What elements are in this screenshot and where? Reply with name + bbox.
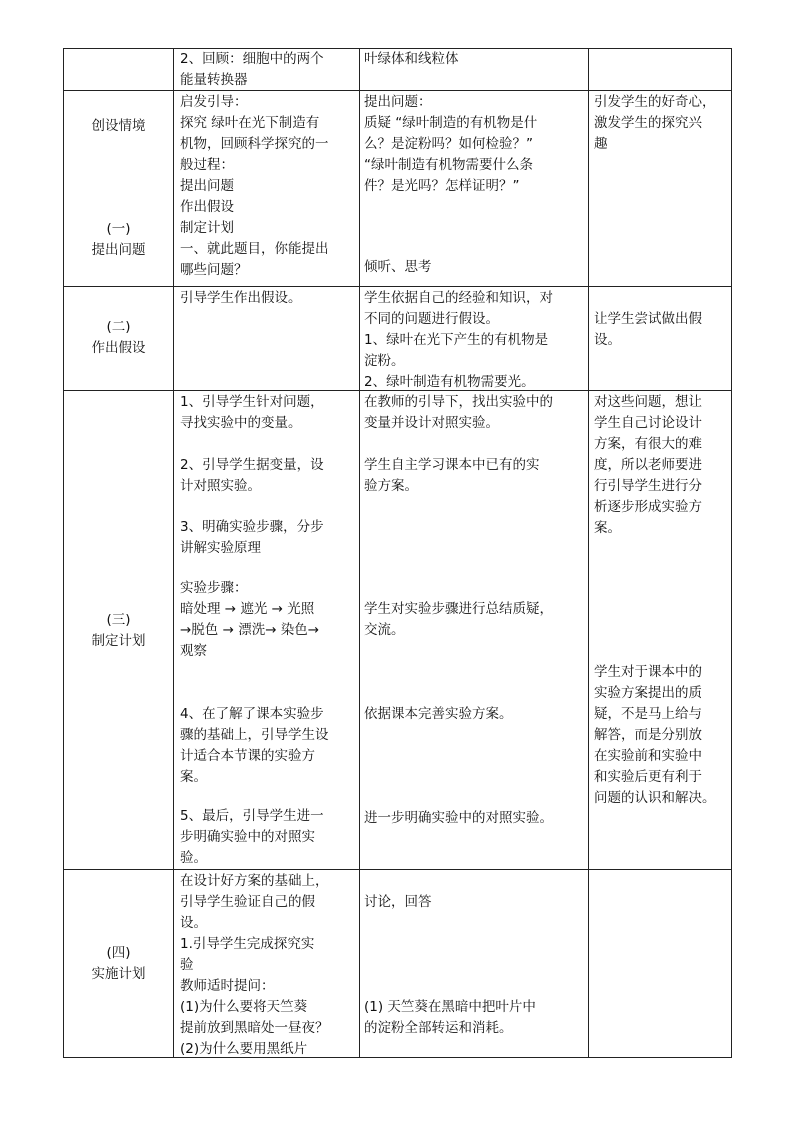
cell-text-line: 不同的问题进行假设。 <box>364 311 499 327</box>
column-divider <box>588 48 589 1058</box>
stage-label: 创设情境 <box>91 118 146 134</box>
cell-text-line: 提前放到黑暗处一昼夜？ <box>180 1020 329 1036</box>
table-border-right <box>731 48 732 1058</box>
student-activity-cell <box>364 455 586 497</box>
cell-text-line: “绿叶制造有机物需要什么条 <box>364 157 533 173</box>
table-border-left <box>63 48 64 1058</box>
cell-text-line: 学生对实验步骤进行总结质疑， <box>364 601 553 617</box>
student-activity-cell <box>364 257 586 278</box>
cell-text-line: 讲解实验原理 <box>180 540 261 556</box>
cell-text-line: 依据课本完善实验方案。 <box>364 706 513 722</box>
cell-text-line: 激发学生的探究兴 <box>594 115 702 131</box>
cell-text-line: 步明确实验中的对照实 <box>180 829 315 845</box>
stage-label: 提出问题 <box>91 242 146 258</box>
stage-cell <box>64 610 173 652</box>
cell-text-line: →脱色 → 漂洗→ 染色→ <box>180 622 320 638</box>
cell-text-line: 案。 <box>180 769 207 785</box>
cell-text-line: 引导学生作出假设。 <box>180 290 302 306</box>
cell-text-line: 般过程： <box>180 157 234 173</box>
cell-text-line: 制定计划 <box>180 220 234 236</box>
cell-text-line: 趣 <box>594 136 608 152</box>
cell-text-line: 验。 <box>180 850 207 866</box>
cell-text-line: 1、引导学生针对问题， <box>180 394 324 410</box>
cell-text-line: 让学生尝试做出假 <box>594 311 702 327</box>
design-intent-cell <box>594 92 730 155</box>
cell-text-line: 启发引导： <box>180 94 248 110</box>
stage-number: (三) <box>106 612 131 628</box>
cell-text-line: 哪些问题？ <box>180 262 248 278</box>
table-border-bottom <box>63 1057 732 1058</box>
cell-text-line: 淀粉。 <box>364 353 405 369</box>
cell-text-line: 提出问题： <box>364 94 432 110</box>
cell-text-line: 倾听、思考 <box>364 259 432 275</box>
cell-text-line: (2)为什么要用黑纸片 <box>180 1041 308 1057</box>
cell-text-line: 解答，而是分别放 <box>594 727 702 743</box>
teacher-activity-cell <box>180 517 356 559</box>
student-activity-cell <box>364 808 586 829</box>
cell-text-line: 探究 绿叶在光下制造有 <box>180 115 320 131</box>
column-divider <box>173 48 174 1058</box>
cell-text-line: 件？是光吗？怎样证明？” <box>364 178 520 194</box>
cell-text-line: 的淀粉全部转运和消耗。 <box>364 1020 513 1036</box>
cell-text-line: 引发学生的好奇心， <box>594 94 716 110</box>
teacher-activity-cell <box>180 704 356 788</box>
cell-text-line: (1) 天竺葵在黑暗中把叶片中 <box>364 999 536 1015</box>
cell-text-line: 方案，有很大的难 <box>594 436 702 452</box>
teacher-activity-cell <box>180 871 356 1060</box>
cell-text-line: 学生自主学习课本中已有的实 <box>364 457 540 473</box>
stage-number: (一) <box>106 221 131 237</box>
teacher-activity-cell <box>180 578 356 662</box>
cell-text-line: 度，所以老师要进 <box>594 457 702 473</box>
stage-label: 作出假设 <box>91 340 146 356</box>
design-intent-cell <box>594 392 730 539</box>
cell-text-line: 一、就此题目，你能提出 <box>180 241 329 257</box>
row-divider <box>63 286 732 287</box>
stage-cell <box>64 219 173 261</box>
student-activity-cell <box>364 704 586 725</box>
cell-text-line: (1)为什么要将天竺葵 <box>180 999 308 1015</box>
cell-text-line: 5、最后，引导学生进一 <box>180 808 324 824</box>
cell-text-line: 骤的基础上，引导学生设 <box>180 727 329 743</box>
stage-cell <box>64 943 173 985</box>
cell-text-line: 计对照实验。 <box>180 478 261 494</box>
teacher-activity-cell <box>180 392 356 434</box>
cell-text-line: 问题的认识和解决。 <box>594 790 716 806</box>
cell-text-line: 验 <box>180 957 194 973</box>
cell-text-line: 教师适时提问： <box>180 978 275 994</box>
cell-text-line: 变量并设计对照实验。 <box>364 415 499 431</box>
cell-text-line: 在设计好方案的基础上， <box>180 873 329 889</box>
stage-number: (二) <box>106 319 131 335</box>
cell-text-line: 设。 <box>180 915 207 931</box>
cell-text-line: 实验方案提出的质 <box>594 685 702 701</box>
cell-text-line: 讨论，回答 <box>364 894 432 910</box>
design-intent-cell <box>594 662 730 809</box>
cell-text-line: 质疑 “绿叶制造的有机物是什 <box>364 115 538 131</box>
teacher-activity-cell <box>180 455 356 497</box>
cell-text-line: 行引导学生进行分 <box>594 478 702 494</box>
teacher-activity-cell <box>180 806 356 869</box>
cell-text-line: 作出假设 <box>180 199 234 215</box>
cell-text-line: 析逐步形成实验方 <box>594 499 702 515</box>
cell-text-line: 学生对于课本中的 <box>594 664 702 680</box>
teacher-activity-cell <box>180 92 356 281</box>
stage-label: 实施计划 <box>91 966 146 982</box>
cell-text-line: 和实验后更有利于 <box>594 769 702 785</box>
cell-text-line: 2、引导学生据变量，设 <box>180 457 324 473</box>
stage-number: (四) <box>106 945 131 961</box>
cell-text-line: 计适合本节课的实验方 <box>180 748 315 764</box>
cell-text-line: 叶绿体和线粒体 <box>364 51 459 67</box>
cell-text-line: 4、在了解了课本实验步 <box>180 706 324 722</box>
student-activity-cell <box>364 599 586 641</box>
cell-text-line: 1、绿叶在光下产生的有机物是 <box>364 332 549 348</box>
cell-text-line: 学生依据自己的经验和知识，对 <box>364 290 553 306</box>
student-activity-cell <box>364 392 586 434</box>
row-divider <box>63 90 732 91</box>
cell-text-line: 设。 <box>594 332 621 348</box>
cell-text-line: 寻找实验中的变量。 <box>180 415 302 431</box>
cell-text-line: 2、绿叶制造有机物需要光。 <box>364 374 535 390</box>
cell-text-line: 进一步明确实验中的对照实验。 <box>364 810 553 826</box>
cell-text-line: 对这些问题，想让 <box>594 394 702 410</box>
student-activity-cell <box>364 892 586 913</box>
cell-text-line: 3、明确实验步骤，分步 <box>180 519 324 535</box>
cell-text-line: 观察 <box>180 643 207 659</box>
cell-text-line: 提出问题 <box>180 178 234 194</box>
design-intent-cell <box>594 309 730 351</box>
cell-text-line: 暗处理 → 遮光 → 光照 <box>180 601 315 617</box>
cell-text-line: 在实验前和实验中 <box>594 748 702 764</box>
cell-text-line: 验方案。 <box>364 478 418 494</box>
cell-text-line: 实验步骤： <box>180 580 248 596</box>
cell-text-line: 2、回顾：细胞中的两个 <box>180 51 324 67</box>
stage-cell <box>64 116 173 137</box>
student-activity-cell <box>364 997 586 1039</box>
student-activity-cell <box>364 288 586 393</box>
cell-text-line: 引导学生验证自己的假 <box>180 894 315 910</box>
student-activity-cell <box>364 49 586 70</box>
cell-text-line: 学生自己讨论设计 <box>594 415 702 431</box>
cell-text-line: 机物，回顾科学探究的一 <box>180 136 329 152</box>
teacher-activity-cell <box>180 288 356 309</box>
teacher-activity-cell <box>180 49 356 91</box>
stage-cell <box>64 317 173 359</box>
cell-text-line: 能量转换器 <box>180 72 248 88</box>
stage-label: 制定计划 <box>91 633 146 649</box>
cell-text-line: 交流。 <box>364 622 405 638</box>
column-divider <box>359 48 360 1058</box>
cell-text-line: 在教师的引导下，找出实验中的 <box>364 394 553 410</box>
cell-text-line: 么？是淀粉吗？如何检验？” <box>364 136 533 152</box>
cell-text-line: 1.引导学生完成探究实 <box>180 936 315 952</box>
row-divider <box>63 869 732 870</box>
cell-text-line: 疑，不是马上给与 <box>594 706 702 722</box>
student-activity-cell <box>364 92 586 197</box>
cell-text-line: 案。 <box>594 520 621 536</box>
